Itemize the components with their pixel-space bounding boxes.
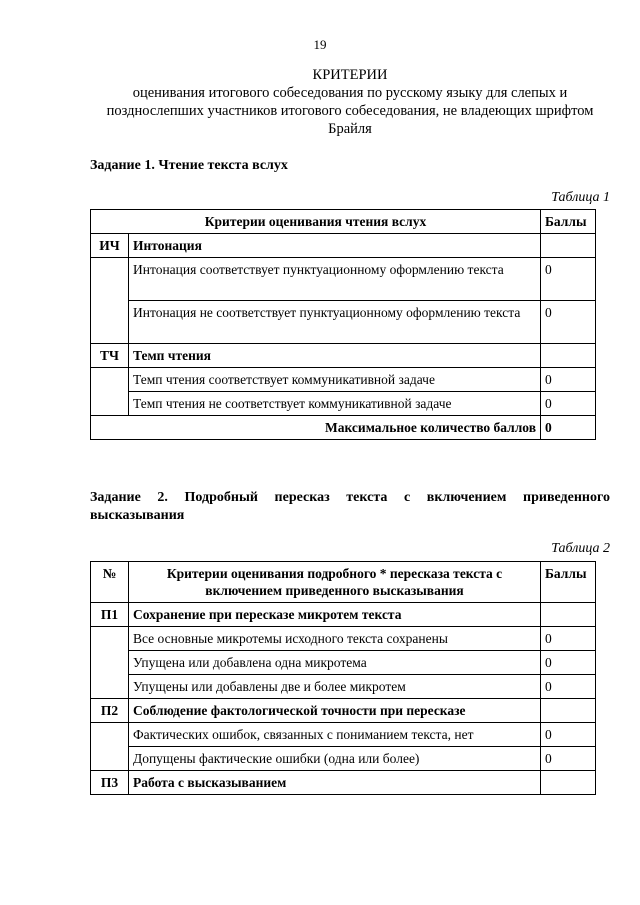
criterion-score: 0 bbox=[541, 258, 596, 301]
section-code: ИЧ bbox=[91, 234, 129, 258]
section-score bbox=[541, 234, 596, 258]
section-title: Соблюдение фактологической точности при пересказе bbox=[129, 699, 541, 723]
empty-code-cell bbox=[91, 368, 129, 416]
section-row bbox=[91, 234, 596, 258]
section-title: Сохранение при пересказе микротем текста bbox=[129, 603, 541, 627]
table-row bbox=[91, 392, 596, 416]
table2-caption: Таблица 2 bbox=[551, 541, 610, 556]
score-header: Баллы bbox=[541, 562, 596, 603]
section-score bbox=[541, 771, 596, 795]
max-score-label: Максимальное количество баллов bbox=[91, 416, 541, 440]
criterion-text: Все основные микротемы исходного текста сохранены bbox=[129, 627, 541, 651]
criterion-text: Темп чтения не соответствует коммуникативной задаче bbox=[129, 392, 541, 416]
table-row bbox=[91, 258, 596, 301]
criterion-text: Допущены фактические ошибки (одна или более) bbox=[129, 747, 541, 771]
section-row bbox=[91, 603, 596, 627]
section-code: П2 bbox=[91, 699, 129, 723]
table1-reading-criteria bbox=[90, 209, 596, 440]
table-header-row bbox=[91, 210, 596, 234]
table1-caption: Таблица 1 bbox=[551, 190, 610, 205]
page-number: 19 bbox=[313, 37, 327, 52]
task2-heading: Задание 2. Подробный пересказ текста с включением приведенного высказывания bbox=[90, 490, 610, 523]
section-row bbox=[91, 771, 596, 795]
empty-code-cell bbox=[91, 627, 129, 699]
section-code: П1 bbox=[91, 603, 129, 627]
task1-heading: Задание 1. Чтение текста вслух bbox=[90, 158, 288, 173]
criterion-score: 0 bbox=[541, 723, 596, 747]
score-header: Баллы bbox=[541, 210, 596, 234]
number-header: № bbox=[91, 562, 129, 603]
title-main: КРИТЕРИИ bbox=[312, 67, 388, 83]
section-score bbox=[541, 699, 596, 723]
criterion-score: 0 bbox=[541, 651, 596, 675]
criterion-text: Фактических ошибок, связанных с пониманием текста, нет bbox=[129, 723, 541, 747]
criterion-text: Упущены или добавлены две и более микротем bbox=[129, 675, 541, 699]
table2-retelling-criteria bbox=[90, 561, 596, 795]
table-header-row bbox=[91, 562, 596, 603]
criterion-text: Интонация не соответствует пунктуационному оформлению текста bbox=[129, 301, 541, 344]
max-score-row bbox=[91, 416, 596, 440]
table-row bbox=[91, 723, 596, 747]
title-subtitle: оценивания итогового собеседования по русскому языку для слепых и позднослепших участников итогового собеседования, не владеющих шрифтом Брайля bbox=[106, 85, 594, 137]
empty-code-cell bbox=[91, 258, 129, 344]
criterion-score: 0 bbox=[541, 675, 596, 699]
criteria-header: Критерии оценивания чтения вслух bbox=[91, 210, 541, 234]
table-row bbox=[91, 747, 596, 771]
document-title bbox=[88, 66, 612, 138]
criteria-header: Критерии оценивания подробного * пересказа текста с включением приведенного высказывания bbox=[129, 562, 541, 603]
section-code: ТЧ bbox=[91, 344, 129, 368]
section-title: Темп чтения bbox=[129, 344, 541, 368]
criterion-score: 0 bbox=[541, 301, 596, 344]
criterion-score: 0 bbox=[541, 747, 596, 771]
table-row bbox=[91, 651, 596, 675]
max-score-value: 0 bbox=[541, 416, 596, 440]
table-row bbox=[91, 301, 596, 344]
criterion-text: Интонация соответствует пунктуационному оформлению текста bbox=[129, 258, 541, 301]
criterion-text: Упущена или добавлена одна микротема bbox=[129, 651, 541, 675]
table-row bbox=[91, 368, 596, 392]
table-row bbox=[91, 627, 596, 651]
section-title: Интонация bbox=[129, 234, 541, 258]
section-score bbox=[541, 603, 596, 627]
empty-code-cell bbox=[91, 723, 129, 771]
section-row bbox=[91, 699, 596, 723]
criterion-score: 0 bbox=[541, 627, 596, 651]
section-title: Работа с высказыванием bbox=[129, 771, 541, 795]
table-row bbox=[91, 675, 596, 699]
section-code: П3 bbox=[91, 771, 129, 795]
criterion-score: 0 bbox=[541, 392, 596, 416]
criterion-text: Темп чтения соответствует коммуникативной задаче bbox=[129, 368, 541, 392]
section-row bbox=[91, 344, 596, 368]
section-score bbox=[541, 344, 596, 368]
criterion-score: 0 bbox=[541, 368, 596, 392]
